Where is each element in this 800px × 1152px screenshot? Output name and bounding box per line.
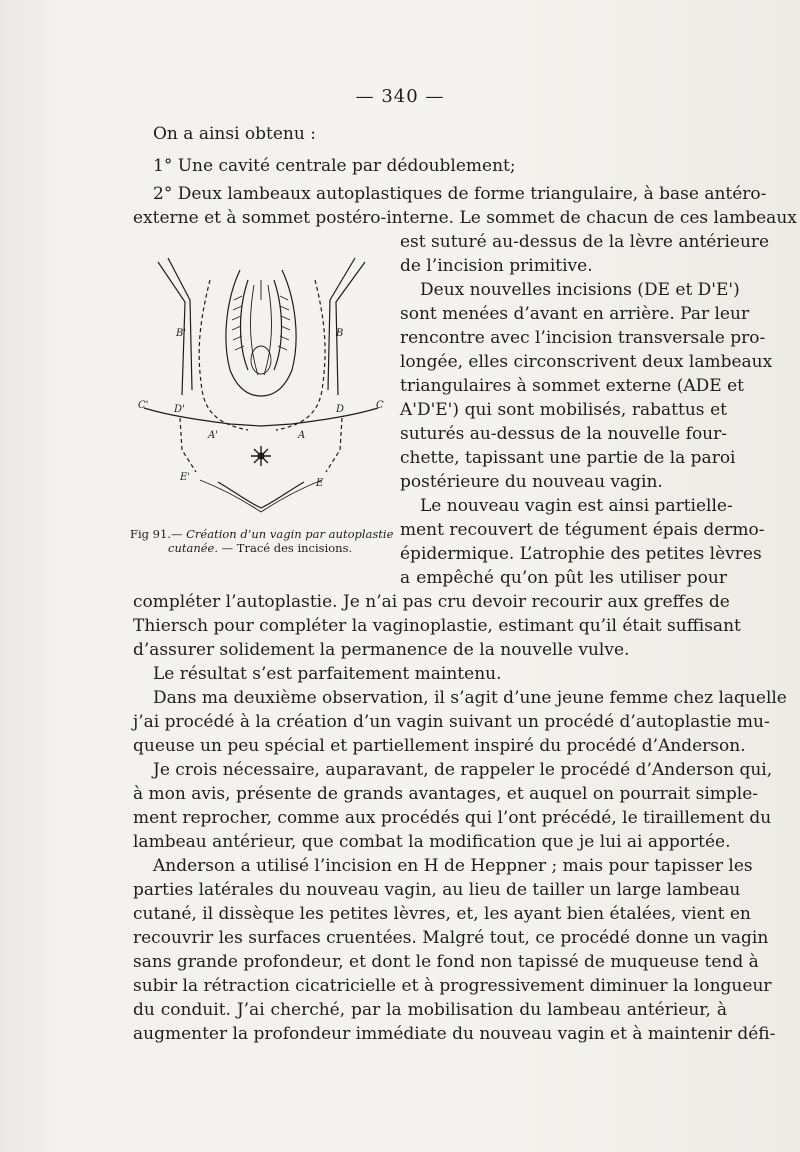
figure-label-c: C [376,400,384,411]
text-line: queuse un peu spécial et partiellement inspiré du procédé d’Anderson. [133,736,746,756]
text-line: 1° Une cavité centrale par dédoublement; [153,156,516,176]
text-line: j’ai procédé à la création d’un vagin suivant un procédé d’autoplastie mu- [133,712,770,732]
text-line: A'D'E') qui sont mobilisés, rabattus et [400,400,727,420]
text-line: est suturé au-dessus de la lèvre antérieure [400,232,770,252]
text-line: augmenter la profondeur immédiate du nouveau vagin et à maintenir défi- [133,1024,776,1044]
text-line: suturés au-dessus de la nouvelle four- [400,424,727,444]
text-line: lambeau antérieur, que combat la modification que je lui ai apportée. [133,832,731,852]
text-line: Anderson a utilisé l’incision en H de Heppner ; mais pour tapisser les [153,856,753,876]
text-line: de l’incision primitive. [400,256,593,276]
text-line: On a ainsi obtenu : [153,124,316,144]
figure-label-b: B [336,328,344,339]
text-line: ment recouvert de tégument épais dermo- [400,520,765,540]
figure-label-e-prime: E' [180,472,191,483]
text-line: du conduit. J’ai cherché, par la mobilisation du lambeau antérieur, à [133,1000,727,1020]
text-line: sans grande profondeur, et dont le fond non tapissé de muqueuse tend à [133,952,759,972]
text-line: Le résultat s’est parfaitement maintenu. [153,664,502,684]
text-line: longée, elles circonscrivent deux lambeaux [400,352,773,372]
text-line: Deux nouvelles incisions (DE et D'E') [420,280,740,300]
caption-prefix: Fig 91.— [130,527,187,541]
text-line: Thiersch pour compléter la vaginoplastie, estimant qu’il était suffisant [133,616,741,636]
text-line: ment reprocher, comme aux procédés qui l’ont précédé, le tiraillement du [133,808,772,828]
text-line: chette, tapissant une partie de la paroi [400,448,736,468]
figure-label-a: A [298,430,306,441]
figure-label-e: E [316,478,324,489]
text-line: épidermique. L’atrophie des petites lèvres [400,544,762,564]
text-line: postérieure du nouveau vagin. [400,472,663,492]
text-line: à mon avis, présente de grands avantages, et auquel on pourrait simple- [133,784,758,804]
text-line: a empêché qu’on pût les utiliser pour [400,568,727,588]
text-line: triangulaires à sommet externe (ADE et [400,376,744,396]
text-line: Le nouveau vagin est ainsi partielle- [420,496,733,516]
text-line: subir la rétraction cicatricielle et à progressivement diminuer la longueur [133,976,772,996]
figure-label-b-prime: B' [176,328,187,339]
text-line: 2° Deux lambeaux autoplastiques de forme triangulaire, à base antéro- [153,184,767,204]
text-line: Dans ma deuxième observation, il s’agit d’une jeune femme chez laquelle [153,688,787,708]
figure-label-c-prime: C' [138,400,149,411]
figure-caption [130,527,395,555]
page-number: — 340 — [355,86,445,107]
caption-title: Création d’un vagin par autoplastie [186,527,394,541]
caption-title-cont: cutanée. [168,541,218,555]
text-line: Je crois nécessaire, auparavant, de rappeler le procédé d’Anderson qui, [153,760,773,780]
text-line: parties latérales du nouveau vagin, au lieu de tailler un large lambeau [133,880,741,900]
text-line: recouvrir les surfaces cruentées. Malgré tout, ce procédé donne un vagin [133,928,769,948]
caption-rest: — Tracé des incisions. [218,541,353,555]
text-line: externe et à sommet postéro-interne. Le sommet de chacun de ces lambeaux [133,208,797,228]
figure-label-a-prime: A' [208,430,218,441]
figure-label-d: D [336,404,345,415]
text-line: d’assurer solidement la permanence de la nouvelle vulve. [133,640,630,660]
text-line: compléter l’autoplastie. Je n’ai pas cru devoir recourir aux greffes de [133,592,730,612]
text-line: rencontre avec l’incision transversale pro- [400,328,766,348]
text-line: cutané, il dissèque les petites lèvres, et, les ayant bien étalées, vient en [133,904,751,924]
figure-label-d-prime: D' [174,404,185,415]
text-line: sont menées d’avant en arrière. Par leur [400,304,750,324]
figure-91-illustration [130,240,395,530]
